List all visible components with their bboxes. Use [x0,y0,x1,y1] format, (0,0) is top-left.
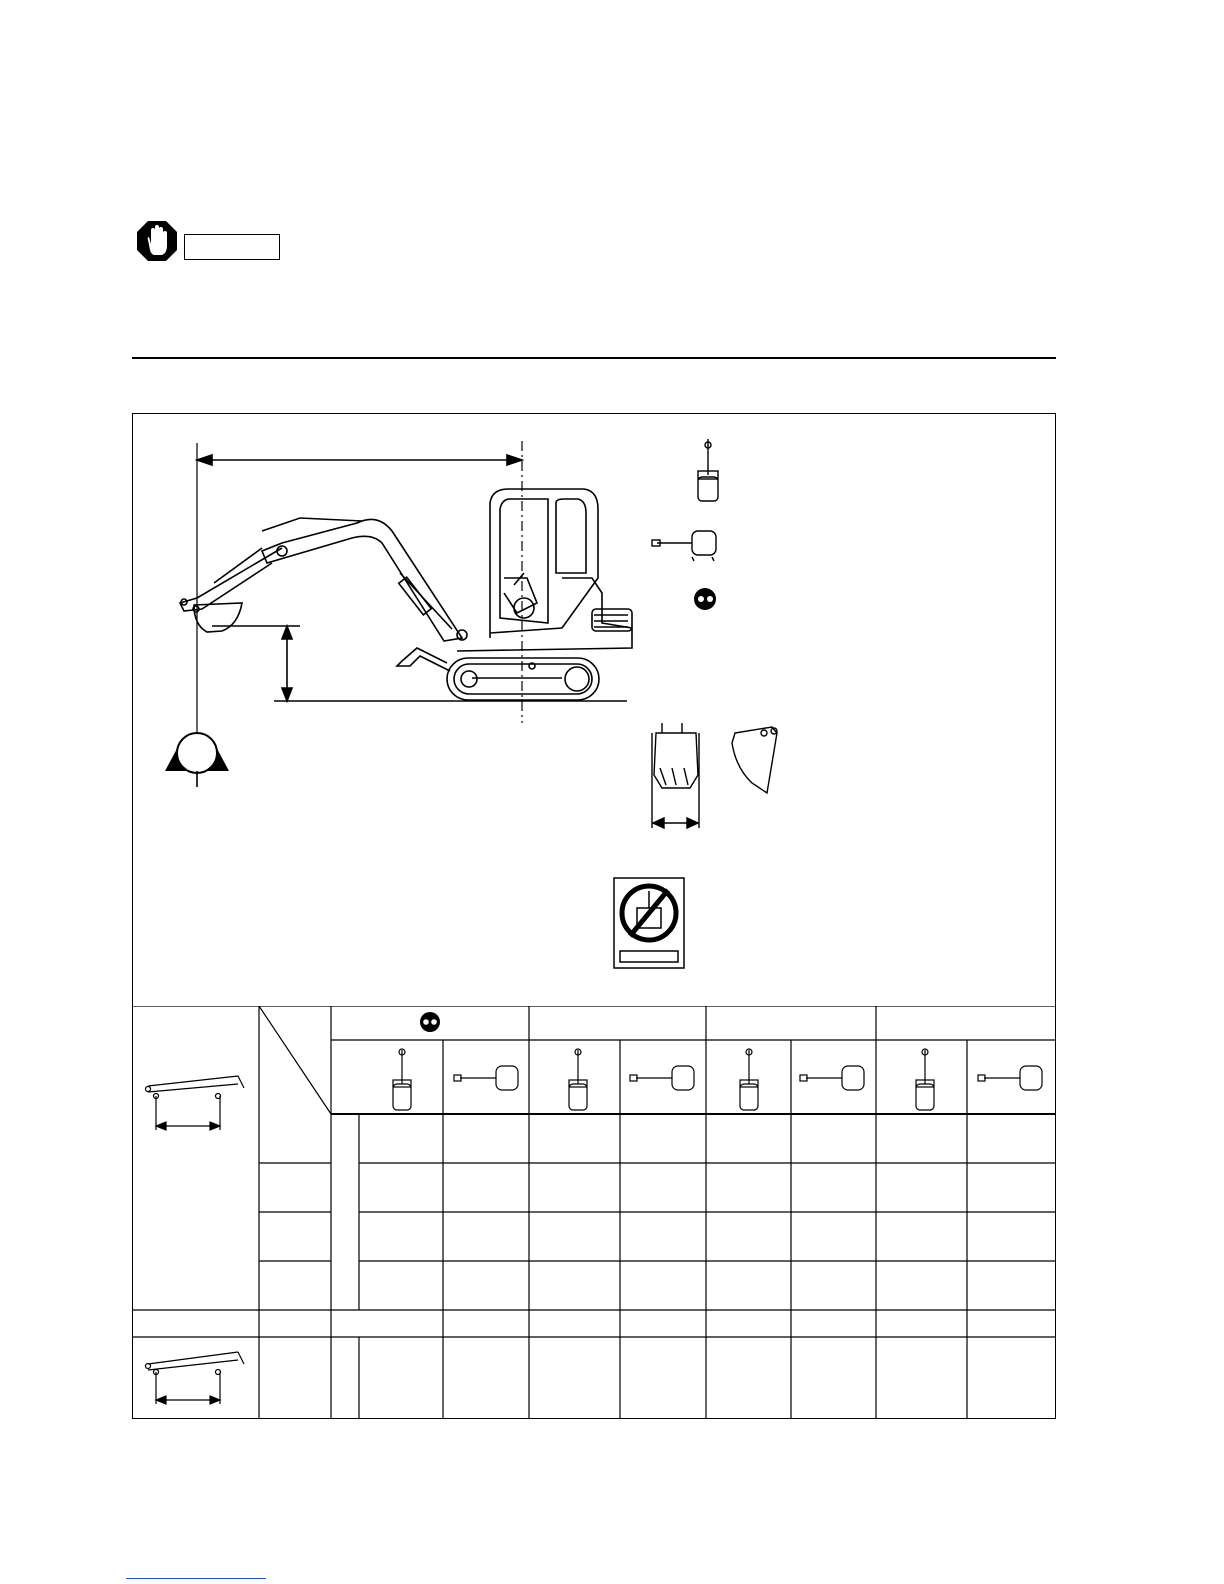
side-lift-icon [454,1066,518,1090]
no-lifting-sign-icon [614,878,684,968]
warning-label-box [184,234,280,260]
side-lift-icon [630,1066,694,1090]
excavator-illustration [132,413,1056,1013]
bucket-front-icon [652,723,699,828]
long-arm-icon [146,1352,245,1404]
blade-down-icon [694,588,716,610]
front-lift-icon [698,439,718,501]
lift-capacity-table [132,1006,1056,1419]
standard-arm-icon [146,1076,245,1130]
blade-down-icon [420,1012,440,1032]
front-lift-icon [569,1049,587,1110]
front-lift-icon [740,1049,758,1110]
stop-hand-icon [136,220,178,262]
side-lift-icon [652,531,716,561]
front-lift-icon [393,1049,411,1110]
front-lift-icon [916,1049,934,1110]
footer-link-underline[interactable] [126,1578,266,1579]
side-lift-icon [978,1066,1042,1090]
section-divider [132,357,1056,359]
side-lift-icon [800,1066,864,1090]
bucket-side-icon [732,727,777,793]
